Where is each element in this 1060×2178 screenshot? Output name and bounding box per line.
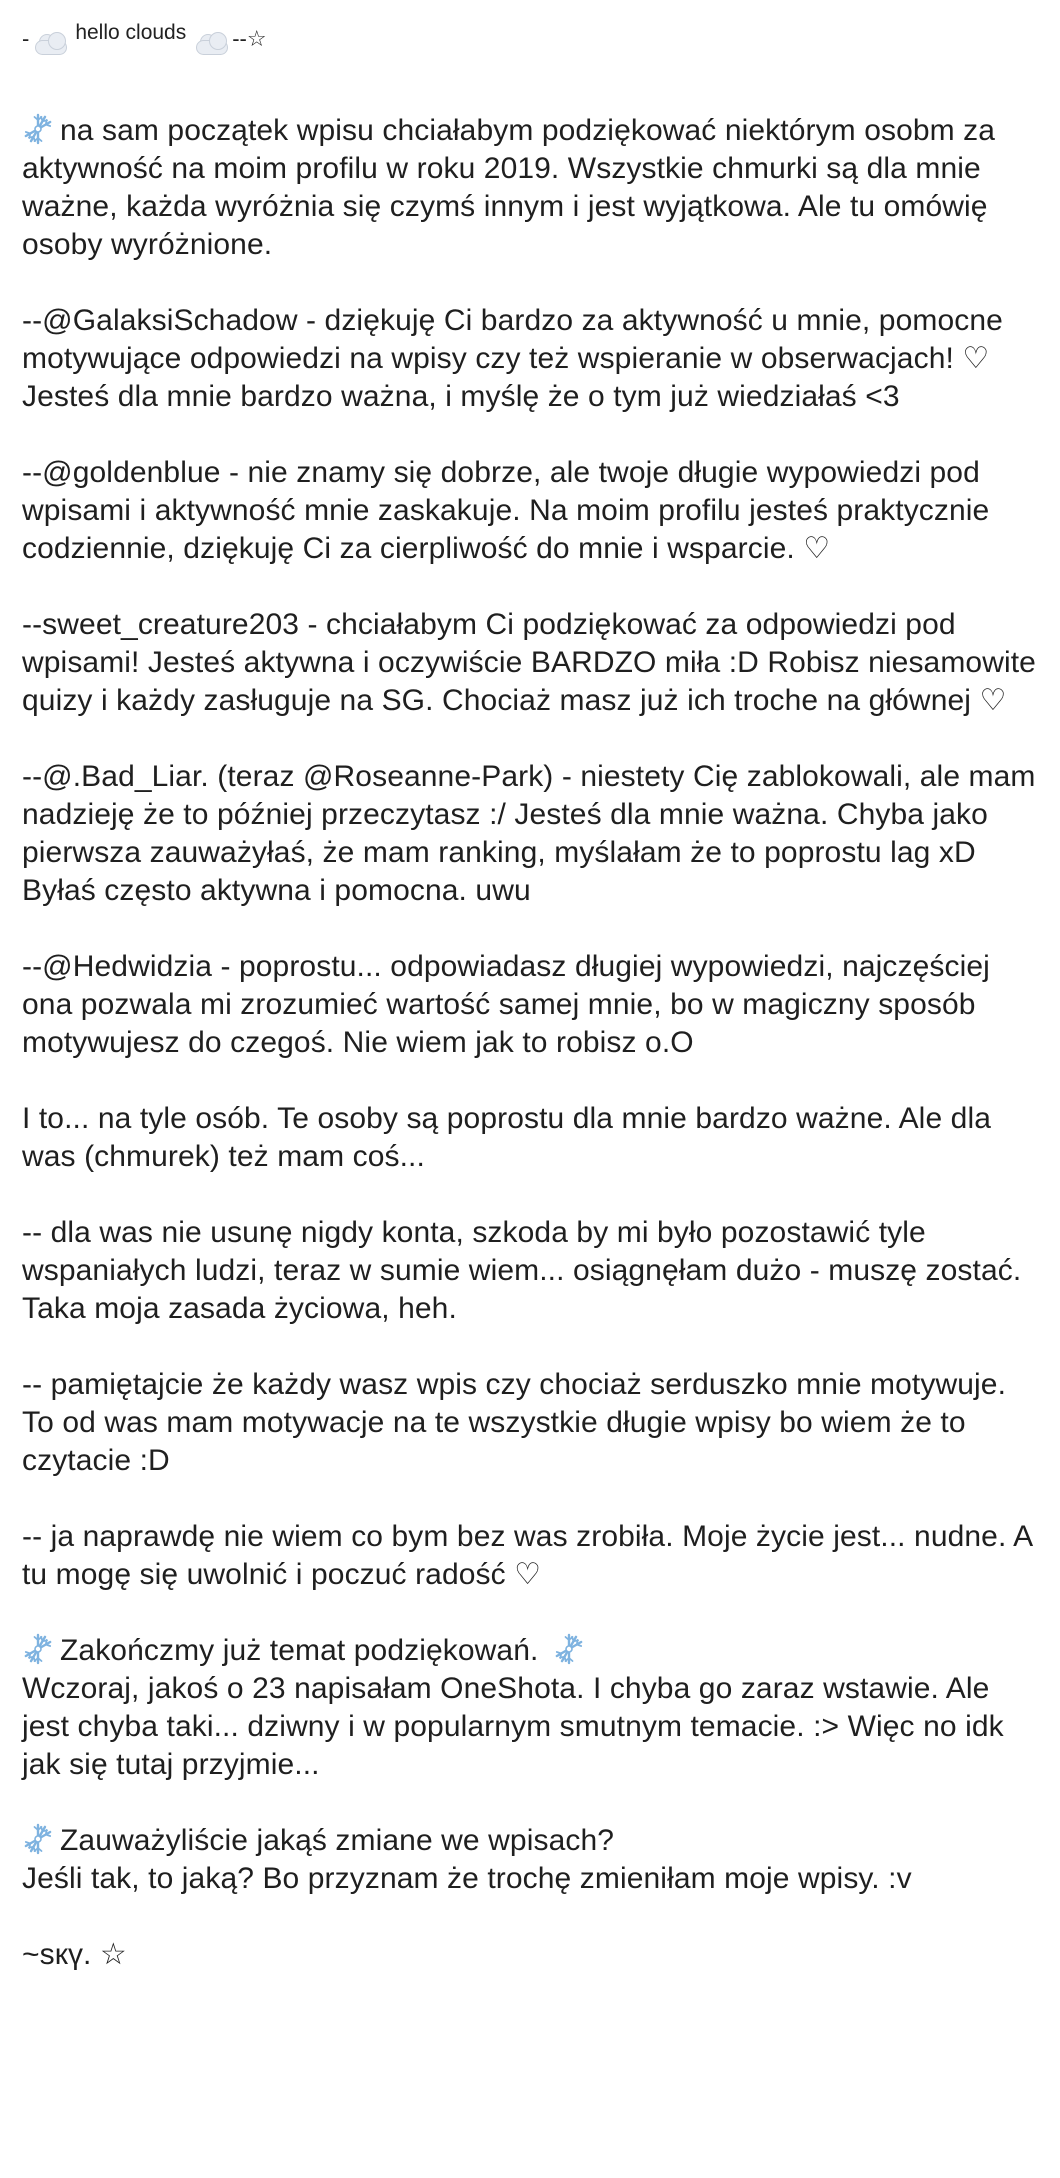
paragraph-text: I to... na tyle osób. Te osoby są poprostu dla mnie bardzo ważne. Ale dla was (chmurek) też mam coś...	[22, 1102, 991, 1173]
paragraph-thanks-hedwidzia	[22, 948, 1038, 1062]
paragraph-oneshot	[22, 1632, 1038, 1784]
cloud-icon	[192, 32, 230, 54]
paragraph-transition	[22, 1100, 1038, 1176]
paragraph-text: -- ja naprawdę nie wiem co bym bez was zrobiła. Moje życie jest... nudne. A tu mogę się uwolnić i poczuć radość ♡	[22, 1520, 1032, 1591]
paragraph-thanks-galaksi	[22, 302, 1038, 416]
paragraph-account	[22, 1214, 1038, 1328]
paragraph-thanks-sweet-creature	[22, 606, 1038, 720]
post-header	[22, 18, 1038, 60]
paragraph-text: Jeśli tak, to jaką? Bo przyznam że trochę zmieniłam moje wpisy. :v	[22, 1862, 912, 1895]
paragraph-thanks-goldenblue	[22, 454, 1038, 568]
paragraph-text: --@GalaksiSchadow - dziękuję Ci bardzo za aktywność u mnie, pomocne motywujące odpowiedzi na wpisy czy też wspieranie w obserwacjach! ♡ Jesteś dla mnie bardzo ważna, i myślę że o tym już wiedziałaś <3	[22, 304, 1003, 413]
paragraph-joy	[22, 1518, 1038, 1594]
paragraph-text: --@Hedwidzia - poprostu... odpowiadasz długiej wypowiedzi, najczęściej ona pozwala mi zrozumieć wartość samej mnie, bo w magiczny sposób motywujesz do czegoś. Nie wiem jak to robisz o.O	[22, 950, 990, 1059]
paragraph-text: --@.Bad_Liar. (teraz @Roseanne-Park) - niestety Cię zablokowali, ale mam nadzieję że to później przeczytasz :/ Jesteś dla mnie ważna. Chyba jako pierwsza zauważyłaś, że mam ranking, myślałam że to poprostu lag xD Byłaś często aktywna i pomocna. uwu	[22, 760, 1036, 907]
paragraph-intro	[22, 112, 1038, 264]
paragraph-text: --@goldenblue - nie znamy się dobrze, ale twoje długie wypowiedzi pod wpisami i aktywność mnie zaskakuje. Na moim profilu jesteś praktycznie codziennie, dziękuję Ci za cierpliwość do mnie i wsparcie. ♡	[22, 456, 990, 565]
paragraph-text: Wczoraj, jakoś o 23 napisałam OneShota. I chyba go zaraz wstawie. Ale jest chyba taki... dziwny i w popularnym smutnym temacie. :> Więc no idk jak się tutaj przyjmie...	[22, 1672, 1004, 1781]
snowflake-icon	[22, 1823, 54, 1855]
snowflake-icon	[22, 1633, 54, 1665]
signature: ~sкү. ☆	[22, 1938, 127, 1971]
paragraph-thanks-bad-liar	[22, 758, 1038, 910]
paragraph-text: -- dla was nie usunę nigdy konta, szkoda by mi było pozostawić tyle wspaniałych ludzi, teraz w sumie wiem... osiągnęłam dużo - muszę zostać. Taka moja zasada życiowa, heh.	[22, 1216, 1022, 1325]
snowflake-icon	[553, 1633, 585, 1665]
paragraph-motivation	[22, 1366, 1038, 1480]
question-heading: Zauważyliście jakąś zmiane we wpisach?	[60, 1824, 615, 1857]
paragraph-text: --sweet_creature203 - chciałabym Ci podziękować za odpowiedzi pod wpisami! Jesteś aktywna i oczywiście BARDZO miła :D Robisz niesamowite quizy i każdy zasługuje na SG. Chociaż masz już ich troche na głównej ♡	[22, 608, 1036, 717]
snowflake-icon	[22, 113, 54, 145]
header-title: hello clouds	[75, 21, 187, 44]
paragraph-text: -- pamiętajcie że każdy wasz wpis czy chociaż serduszko mnie motywuje. To od was mam motywacje na te wszystkie długie wpisy bo wiem że to czytacie :D	[22, 1368, 1007, 1477]
post-body	[22, 112, 1038, 1974]
paragraph-text: na sam początek wpisu chciałabym podziękować niektórym osobm za aktywność na moim profilu w roku 2019. Wszystkie chmurki są dla mnie ważne, każda wyróżnia się czymś innym i jest wyjątkowa. Ale tu omówię osoby wyróżnione.	[22, 114, 996, 261]
section-heading: Zakończmy już temat podziękowań.	[60, 1634, 539, 1667]
paragraph-question	[22, 1822, 1038, 1898]
header-trail: --☆	[232, 26, 267, 51]
header-lead: -	[22, 26, 30, 51]
cloud-icon	[31, 32, 69, 54]
